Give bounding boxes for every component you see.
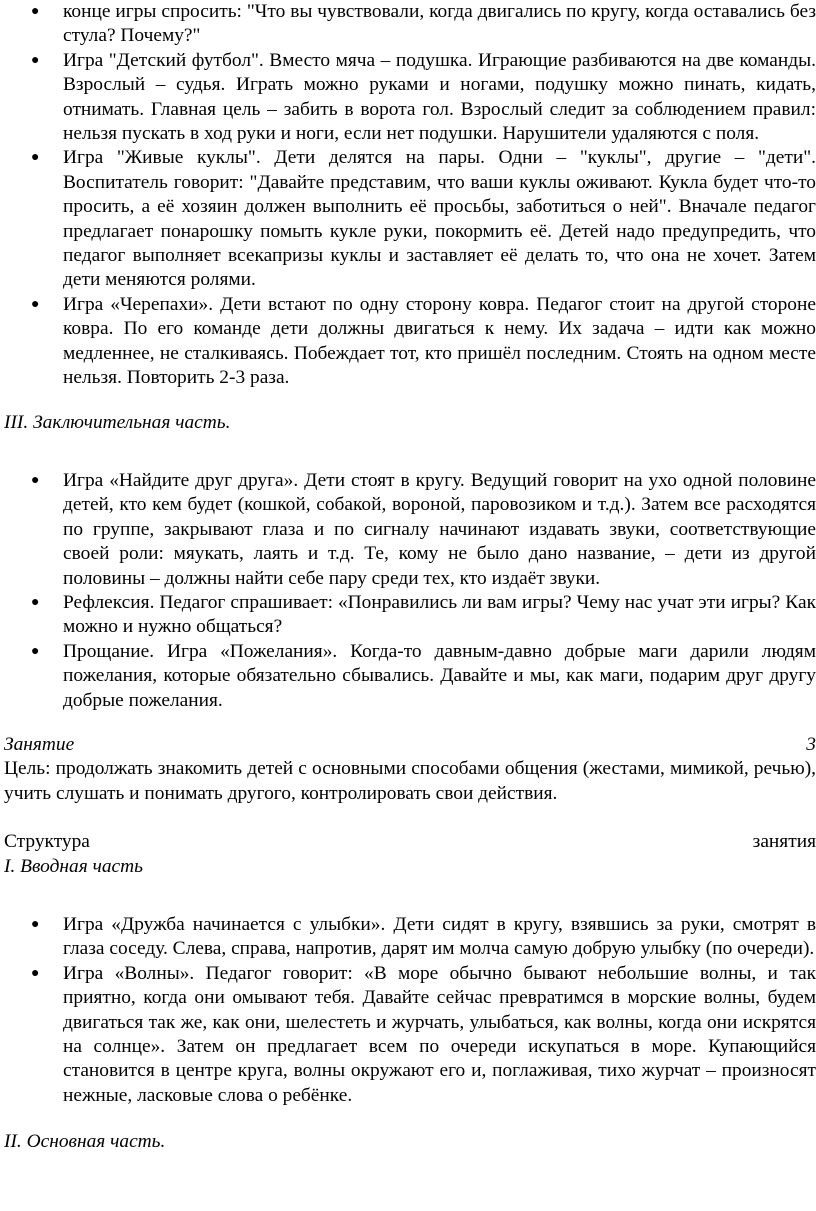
- section-heading-intro: I. Вводная часть: [4, 855, 143, 877]
- list-item: [4, 146, 816, 292]
- bullet-dot-icon: ●: [31, 296, 40, 312]
- games-list-main: [4, 0, 816, 391]
- list-item: [4, 962, 816, 1108]
- list-item-text: Рефлексия. Педагог спрашивает: «Понравились ли вам игры? Чему нас учат эти игры? Как можно и нужно общаться?: [63, 591, 816, 638]
- bullet-dot-icon: ●: [31, 4, 40, 19]
- list-item: [4, 469, 816, 591]
- list-item: [4, 49, 816, 147]
- bullet-dot-icon: ●: [31, 150, 40, 166]
- section-heading-main: II. Основная часть.: [4, 1131, 166, 1153]
- lesson-goal: Цель: продолжать знакомить детей с основными способами общения (жестами, мимикой, речью), учить слушать и понимать другого, контролировать свои действия.: [4, 758, 816, 804]
- lesson-title-row: [4, 733, 816, 757]
- document-page: [4, 0, 816, 1155]
- structure-label: Структура: [4, 831, 90, 853]
- bullet-dot-icon: ●: [31, 594, 40, 610]
- list-item: [4, 640, 816, 713]
- list-item-text: конце игры спросить: "Что вы чувствовали, когда двигались по кругу, когда оставались без стула? Почему?": [63, 1, 816, 47]
- bullet-dot-icon: ●: [31, 52, 40, 68]
- list-item-text: Игра "Живые куклы". Дети делятся на пары. Одни – "куклы", другие – "дети". Воспитатель говорит: "Давайте представим, что ваши куклы оживают. Кукла будет что-то просить, а её хозяин должен выполнить её просьбы, заботиться о ней". Вначале педагог предлагает понарошку помыть кукле руки, покормить её. Детей надо предупредить, что педагог выполняет всекапризы куклы и заставляет её делать то, что она не хочет. Затем дети меняются ролями.: [63, 147, 816, 291]
- bullet-dot-icon: ●: [31, 917, 40, 932]
- list-item-text: Прощание. Игра «Пожелания». Когда-то давным-давно добрые маги дарили людям пожелания, которые обязательно сбывались. Давайте и мы, как маги, подарим друг другу добрые пожелания.: [63, 640, 816, 711]
- bullet-dot-icon: ●: [31, 472, 40, 488]
- list-item-text: Игра «Черепахи». Дети встают по одну сторону ковра. Педагог стоит на другой стороне ковра. По его команде дети должны двигаться к нему. Их задача – идти как можно медленнее, не сталкиваясь. Побеждает тот, кто пришёл последним. Стоять на одном месте нельзя. Повторить 2-3 раза.: [63, 293, 816, 389]
- games-list-final: [4, 469, 816, 713]
- list-item-text: Игра "Детский футбол". Вместо мяча – подушка. Играющие разбиваются на две команды. Взрослый – судья. Играть можно руками и ногами, подушку можно пинать, кидать, отнимать. Главная цель – забить в ворота гол. Взрослый следит за соблюдением правил: нельзя пускать в ход руки и ноги, если нет подушки. Нарушители удаляются с поля.: [63, 49, 816, 145]
- list-item-text: Игра «Волны». Педагог говорит: «В море обычно бывают небольшие волны, и так приятно, когда они омывают тебя. Давайте сейчас превратимся в морские волны, будем двигаться так же, как они, шелестеть и журчать, улыбаться, как волны, когда они искрятся на солнце». Затем он предлагает всем по очереди искупаться в море. Купающийся становится в центре круга, волны окружают его и, поглаживая, тихо журчат – произносят нежные, ласковые слова о ребёнке.: [63, 962, 816, 1106]
- list-item: [4, 293, 816, 391]
- section-heading-final: III. Заключительная часть.: [4, 411, 231, 433]
- list-item: [4, 0, 816, 49]
- list-item: [4, 591, 816, 640]
- lesson-number: 3: [806, 733, 816, 755]
- games-list-intro: [4, 913, 816, 1108]
- bullet-dot-icon: ●: [31, 643, 40, 659]
- structure-row: [4, 830, 816, 854]
- lesson-label: Занятие: [4, 733, 75, 755]
- list-item-text: Игра «Найдите друг друга». Дети стоят в кругу. Ведущий говорит на ухо одной половине детей, кто кем будет (кошкой, собакой, вороной, паровозиком и т.д.). Затем все расходятся по группе, закрывают глаза и по сигналу начинают издавать звуки, соответствующие своей роли: мяукать, лаять и т.д. Те, кому не было дано название, – дети из другой половины – должны найти себе пару среди тех, кто издаёт звуки.: [63, 469, 816, 589]
- structure-label-right: занятия: [752, 831, 816, 853]
- list-item-text: Игра «Дружба начинается с улыбки». Дети сидят в кругу, взявшись за руки, смотрят в глаза соседу. Слева, справа, напротив, дарят им молча самую добрую улыбку (по очереди).: [63, 914, 816, 960]
- bullet-dot-icon: ●: [31, 965, 40, 981]
- list-item: [4, 913, 816, 962]
